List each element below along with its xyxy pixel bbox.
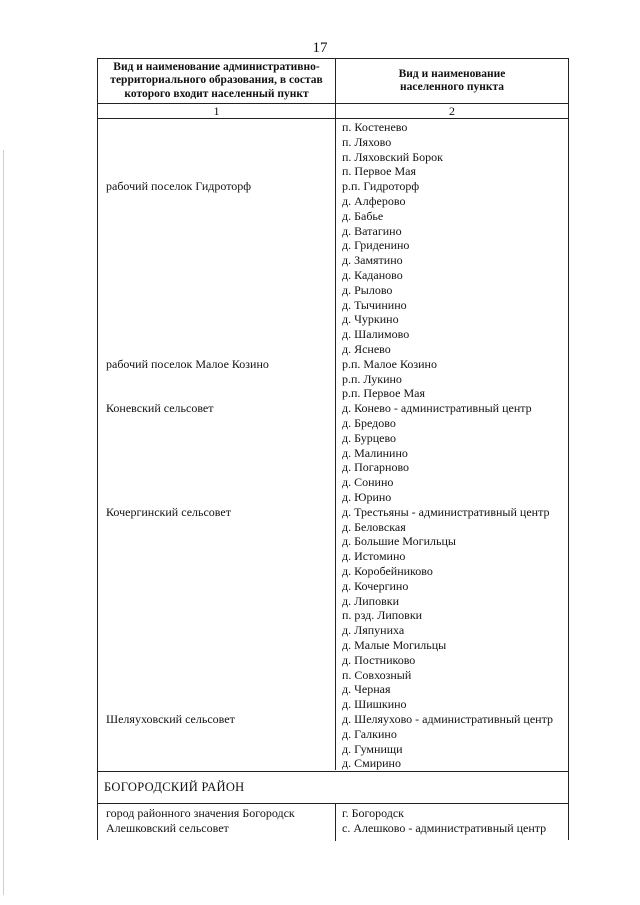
admin-unit-entry: Шеляуховский сельсовет	[106, 712, 235, 726]
admin-unit-entry: рабочий поселок Гидроторф	[106, 179, 252, 194]
settlement-entry: д. Ляпуниха	[342, 623, 405, 638]
settlement-entry: д. Коробейниково	[342, 564, 433, 578]
column-number-row	[98, 104, 568, 119]
settlement-entry: д. Гумнищи	[342, 741, 403, 756]
settlement-entry: п. рзд. Липовки	[342, 608, 423, 623]
settlement-entry: д. Постниково	[342, 652, 416, 667]
settlement-entry: д. Замятино	[342, 253, 403, 268]
settlement-entry: д. Ватагино	[342, 223, 402, 238]
settlement-entry: д. Тычинино	[342, 297, 407, 312]
settlement-entry: д. Каданово	[342, 268, 403, 282]
settlement-entry: п. Ляхово	[342, 134, 392, 149]
settlement-entry: д. Яснево	[342, 342, 391, 356]
district-section-row	[98, 771, 568, 804]
settlement-entry: д. Липовки	[342, 593, 400, 608]
settlement-entry: д. Юрино	[342, 490, 392, 504]
admin-unit-entry: Алешковский сельсовет	[106, 820, 229, 835]
page-number: 17	[312, 40, 328, 56]
settlement-entry: д. Алферово	[342, 194, 406, 208]
settlement-entry: п. Первое Мая	[342, 164, 416, 179]
settlement-entry: д. Конево - административный центр	[342, 401, 532, 416]
settlement-entry: д. Рылово	[342, 282, 393, 297]
settlement-entry: д. Малинино	[342, 445, 408, 460]
settlement-entry: п. Ляховский Борок	[342, 149, 443, 164]
admin-unit-entry: город районного значения Богородск	[106, 806, 295, 820]
header-cell-settlement: Вид и наименование населенного пункта	[398, 67, 506, 93]
settlement-entry: д. Истомино	[342, 549, 406, 564]
settlement-entry: д. Большие Могильцы	[342, 534, 456, 549]
settlement-entry: р.п. Лукино	[342, 371, 402, 386]
settlement-entry: д. Бурцево	[342, 430, 397, 445]
column-divider	[335, 59, 336, 770]
header-cell-admin-unit: Вид и наименование административно-территориального образования, в состав которого входит населенный пункт	[110, 60, 323, 100]
settlement-entry: д. Кочергино	[342, 578, 409, 593]
settlement-entry: д. Гриденино	[342, 238, 410, 253]
settlement-entry: д. Шалимово	[342, 327, 410, 342]
settlement-entry: г. Богородск	[342, 806, 404, 820]
settlement-entry: д. Шеляухово - административный центр	[342, 712, 553, 726]
column-divider	[335, 803, 336, 841]
settlement-entry: д. Смирино	[342, 756, 401, 771]
settlement-entry: д. Трестьяны - административный центр	[342, 504, 550, 519]
admin-unit-entry: Кочергинский сельсовет	[106, 504, 231, 519]
settlement-entry: д. Сонино	[342, 475, 394, 490]
district-title: БОГОРОДСКИЙ РАЙОН	[104, 780, 245, 794]
settlement-entry: р.п. Первое Мая	[342, 386, 425, 401]
settlement-entry: р.п. Малое Козино	[342, 356, 437, 371]
column-number-1: 1	[213, 104, 220, 118]
settlement-entry: д. Бабье	[342, 208, 384, 223]
settlement-entry: д. Черная	[342, 682, 391, 697]
scan-edge-line	[3, 150, 4, 895]
settlement-entry: д. Галкино	[342, 726, 397, 741]
settlement-entry: д. Беловская	[342, 519, 406, 534]
settlement-entry: п. Костенево	[342, 120, 408, 134]
settlement-entry: д. Погарново	[342, 460, 410, 475]
settlement-entry: д. Бредово	[342, 416, 396, 430]
settlements-table	[97, 58, 569, 840]
settlement-entry: с. Алешково - административный центр	[342, 820, 547, 835]
settlement-entry: д. Малые Могильцы	[342, 638, 447, 652]
admin-unit-entry: Коневский сельсовет	[106, 401, 214, 416]
column-number-2: 2	[449, 104, 455, 118]
settlement-entry: р.п. Гидроторф	[342, 179, 420, 194]
table-header-row	[98, 59, 568, 104]
settlement-entry: п. Совхозный	[342, 667, 412, 682]
admin-unit-entry: рабочий поселок Малое Козино	[106, 356, 269, 371]
settlement-entry: д. Чуркино	[342, 312, 399, 327]
settlement-entry: д. Шишкино	[342, 697, 407, 712]
